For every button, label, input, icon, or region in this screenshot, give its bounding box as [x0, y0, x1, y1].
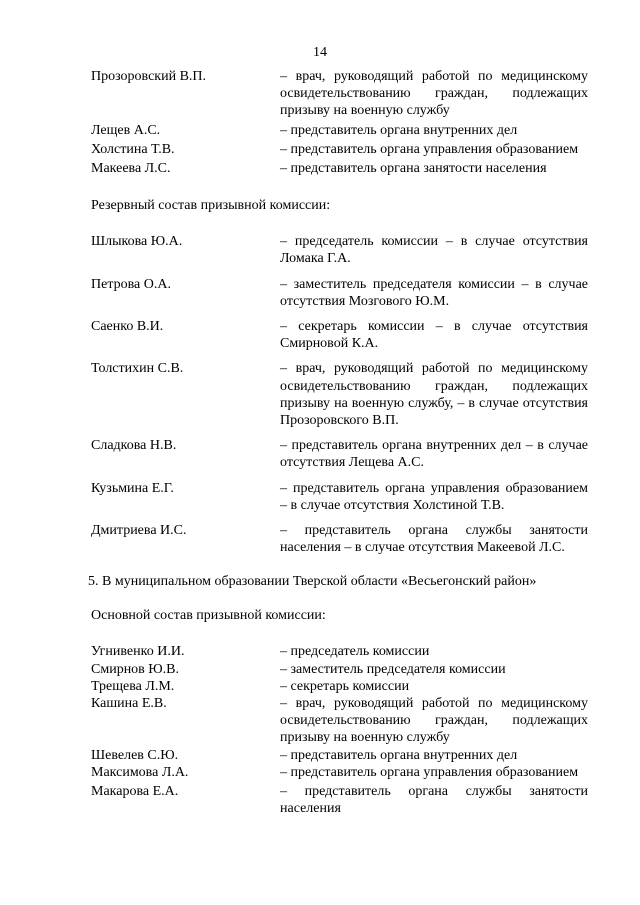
member-name: Максимова Л.А. [91, 764, 189, 780]
member-row [91, 695, 588, 747]
member-row [91, 764, 588, 781]
member-name: Саенко В.И. [91, 319, 164, 335]
reserve-commission-list [91, 233, 588, 556]
member-name: Сладкова Н.В. [91, 438, 177, 454]
commission-list-continued [91, 68, 588, 177]
member-row [91, 522, 588, 556]
member-name: Шлыкова Ю.А. [91, 234, 183, 250]
member-role: – председатель комиссии – в случае отсутствия Ломака Г.А. [280, 234, 588, 267]
reserve-composition-heading: Резервный состав призывной комиссии: [91, 198, 331, 214]
member-role: – врач, руководящий работой по медицинскому освидетельствованию граждан, подлежащих призыву на военную службу [280, 696, 588, 746]
member-name: Смирнов Ю.В. [91, 661, 180, 677]
member-row [91, 122, 588, 139]
member-name: Прозоровский В.П. [91, 69, 207, 84]
document-body [88, 68, 588, 820]
member-name: Дмитриева И.С. [91, 523, 187, 539]
member-role: – представитель органа внутренних дел – в случае отсутствия Лещева А.С. [280, 438, 588, 471]
member-name: Кузьмина Е.Г. [91, 480, 174, 496]
member-row [91, 360, 588, 429]
member-name: Макарова Е.А. [91, 784, 179, 800]
member-row [91, 233, 588, 267]
member-row [91, 480, 588, 514]
member-row [91, 747, 588, 764]
member-role: – заместитель председателя комиссии – в случае отсутствия Мозгового Ю.М. [280, 276, 588, 309]
member-name: Толстихин С.В. [91, 361, 184, 377]
member-row [91, 141, 588, 158]
member-row [91, 276, 588, 310]
member-row [91, 437, 588, 471]
member-row [91, 643, 588, 660]
member-row [91, 160, 588, 177]
member-role: – заместитель председателя комиссии [280, 661, 506, 677]
member-role: – врач, руководящий работой по медицинскому освидетельствованию граждан, подлежащих призыву на военную службу [280, 69, 588, 119]
member-row [91, 318, 588, 352]
member-role: – врач, руководящий работой по медицинскому освидетельствованию граждан, подлежащих призыву на военную службу, – в случае отсутствия Прозоровского В.П. [280, 361, 588, 429]
member-name: Шевелев С.Ю. [91, 747, 179, 763]
member-role: – председатель комиссии [280, 644, 430, 660]
section-5-title: 5. В муниципальном образовании Тверской области «Весьегонский район» [88, 574, 537, 590]
member-name: Петрова О.А. [91, 276, 171, 292]
member-role: – представитель органа занятости населения [280, 161, 547, 177]
member-role: – представитель органа службы занятости населения [280, 784, 588, 817]
member-name: Холстина Т.В. [91, 141, 175, 157]
member-role: – секретарь комиссии – в случае отсутствия Смирновой К.А. [280, 319, 588, 352]
member-role: – представитель органа внутренних дел [280, 747, 518, 763]
main-composition-heading: Основной состав призывной комиссии: [91, 608, 326, 624]
member-name: Макеева Л.С. [91, 161, 171, 177]
page-number: 14 [313, 45, 327, 60]
member-role: – представитель органа управления образованием – в случае отсутствия Холстиной Т.В. [280, 480, 588, 513]
member-role: – представитель органа управления образованием [280, 764, 579, 780]
member-role: – представитель органа службы занятости населения – в случае отсутствия Макеевой Л.С. [280, 523, 588, 556]
member-role: – представитель органа внутренних дел [280, 122, 518, 138]
member-role: – секретарь комиссии [280, 678, 410, 694]
member-name: Кашина Е.В. [91, 696, 167, 712]
member-row [91, 661, 588, 678]
member-row [91, 678, 588, 695]
member-name: Трещева Л.М. [91, 678, 175, 694]
member-row [91, 783, 588, 817]
member-role: – представитель органа управления образованием [280, 141, 579, 157]
member-name: Угнивенко И.И. [91, 644, 185, 660]
main-commission-list [91, 643, 588, 817]
member-row [91, 68, 588, 120]
member-name: Лещев А.С. [91, 122, 161, 138]
